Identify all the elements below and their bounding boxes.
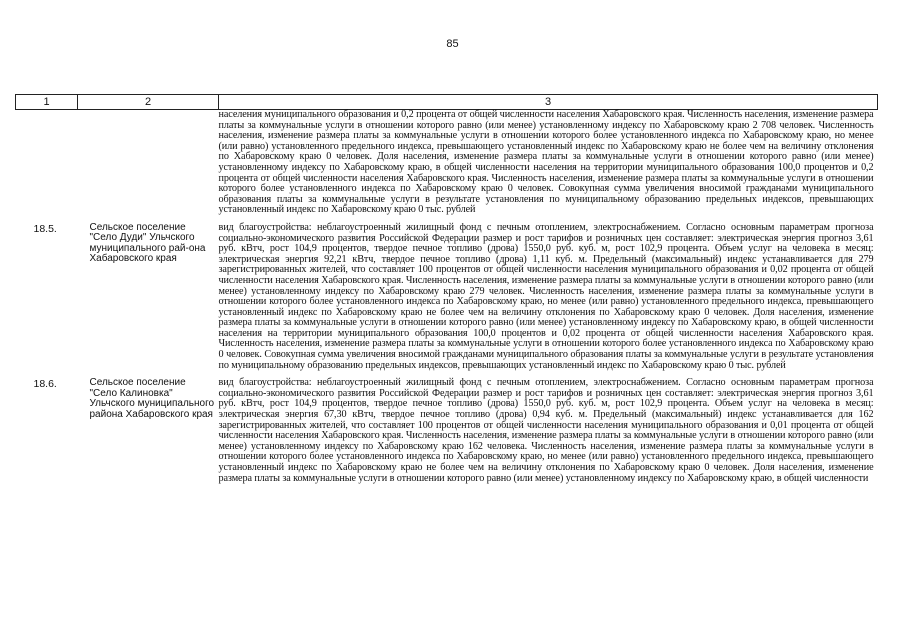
- table-header: [16, 95, 878, 110]
- document-table: [15, 94, 878, 484]
- row-number: 18.5.: [33, 222, 57, 235]
- settlement-name: Сельское поселение "Село Дуди" Ульчского муниципального рай-она Хабаровского края: [89, 221, 206, 265]
- row-description: вид благоустройства: неблагоустроенный жилищный фонд с печным отоплением, электроснабжением. Согласно основным параметрам прогноза социально-экономического развития Российской Федерации размер и рост тарифов и розничных цен составляет: электрическая энергия прогноз 3,61 руб. кВтч, рост 104,9 процентов, твердое печное топливо (дрова) 1550,0 руб. куб. м, рост 102,9 процента. Объем услуг на человека в месяц: электрическая энергия 92,21 кВтч, твердое печное топливо (дрова) 1,11 куб. м. Предельный (максимальный) индекс устанавливается для 279 зарегистрированных жителей, что составляет 100 процентов от общей численности населения муниципального образования и 0,02 процента от общей численности населения Хабаровского края. Численность населения, изменение размера платы за коммунальные услуги в отношении которого равно (или менее) установленному индексу по Хабаровскому краю 279 человек. Численность населения, изменение размера платы за коммунальные услуги в отношении которого более установленного индекса по Хабаровскому краю, но менее (или равно) установленного предельного индекса, превышающего установленный индекс по Хабаровскому краю не более чем на величину отклонения по Хабаровскому краю 0 человек. Доля населения, изменение размера платы за коммунальные услуги в отношении которого равно (или менее) установленному индексу по Хабаровскому краю, в общей численности населения на территории муниципального образования 100,0 процентов и 0,02 процента от общей численности населения Хабаровского края. Численность населения, изменение размера платы за коммунальные услуги в отношении которого более установленного индекса по Хабаровскому краю 0 человек. Совокупная сумма увеличения вносимой гражданами муниципального образования платы за коммунальные услуги в результате установления по муниципальному образованию предельных индексов, превышающих установленный индекс по Хабаровскому краю 0 тыс. рублей: [218, 221, 874, 371]
- continuation-text: населения муниципального образования и 0,2 процента от общей численности населения Хабаровского края. Численность населения, изменение размера платы за коммунальные услуги в отношении которого равно (или менее) установленному индексу по Хабаровскому краю 2 708 человек. Численность населения, изменение размера платы за коммунальные услуги в отношении которого более установленного индекса по Хабаровскому краю, но менее (или равно) установленного предельного индекса, превышающего установленный индекс по Хабаровскому краю не более чем на величину отклонения по Хабаровскому краю 0 человек. Доля населения, изменение размера платы за коммунальные услуги в отношении которого равно (или менее) установленному индексу по Хабаровскому краю, в общей численности населения на территории муниципального образования 100,0 процентов и 0,2 процента от общей численности населения Хабаровского края. Численность населения, изменение размера платы за коммунальные услуги в отношении которого более установленного индекса по Хабаровскому краю 0 человек. Совокупная сумма увеличения вносимой гражданами муниципального образования платы за коммунальные услуги в результате установления по муниципальному образованию предельных индексов, превышающих установленный индекс по Хабаровскому краю 0 тыс. рублей: [218, 109, 874, 216]
- page-number: 85: [446, 38, 459, 50]
- column-header-2: 2: [78, 95, 219, 110]
- row-description: вид благоустройства: неблагоустроенный жилищный фонд с печным отоплением, электроснабжением. Согласно основным параметрам прогноза социально-экономического развития Российской Федерации размер и рост тарифов и розничных цен составляет: электрическая энергия прогноз 3,61 руб. кВтч, рост 104,9 процентов, твердое печное топливо (дрова) 1550,0 руб. куб. м, рост 102,9 процента. Объем услуг на человека в месяц: электрическая энергия 67,30 кВтч, твердое печное топливо (дрова) 0,94 куб. м. Предельный (максимальный) индекс устанавливается для 162 зарегистрированных жителей, что составляет 100 процентов от общей численности населения муниципального образования и 0,01 процента от общей численности населения Хабаровского края. Численность населения, изменение размера платы за коммунальные услуги в отношении которого равно (или менее) установленному индексу по Хабаровскому краю 162 человека. Численность населения, изменение размера платы за коммунальные услуги в отношении которого более установленного индекса по Хабаровскому краю, но менее (или равно) установленного предельного индекса, превышающего установленный индекс по Хабаровскому краю не более чем на величину отклонения по Хабаровскому краю 0 человек. Доля населения, изменение размера платы за коммунальные услуги в отношении которого равно (или менее) установленному индексу по Хабаровскому краю, в общей численности: [218, 377, 874, 484]
- table-row: [16, 378, 878, 484]
- table-row: [16, 223, 878, 371]
- table-row-continuation: [16, 110, 878, 216]
- column-header-1: 1: [16, 95, 78, 110]
- settlement-name: Сельское поселение "Село Калиновка" Ульчского муниципального района Хабаровского края: [89, 377, 215, 420]
- column-header-3: 3: [219, 95, 878, 110]
- row-number: 18.6.: [33, 378, 57, 391]
